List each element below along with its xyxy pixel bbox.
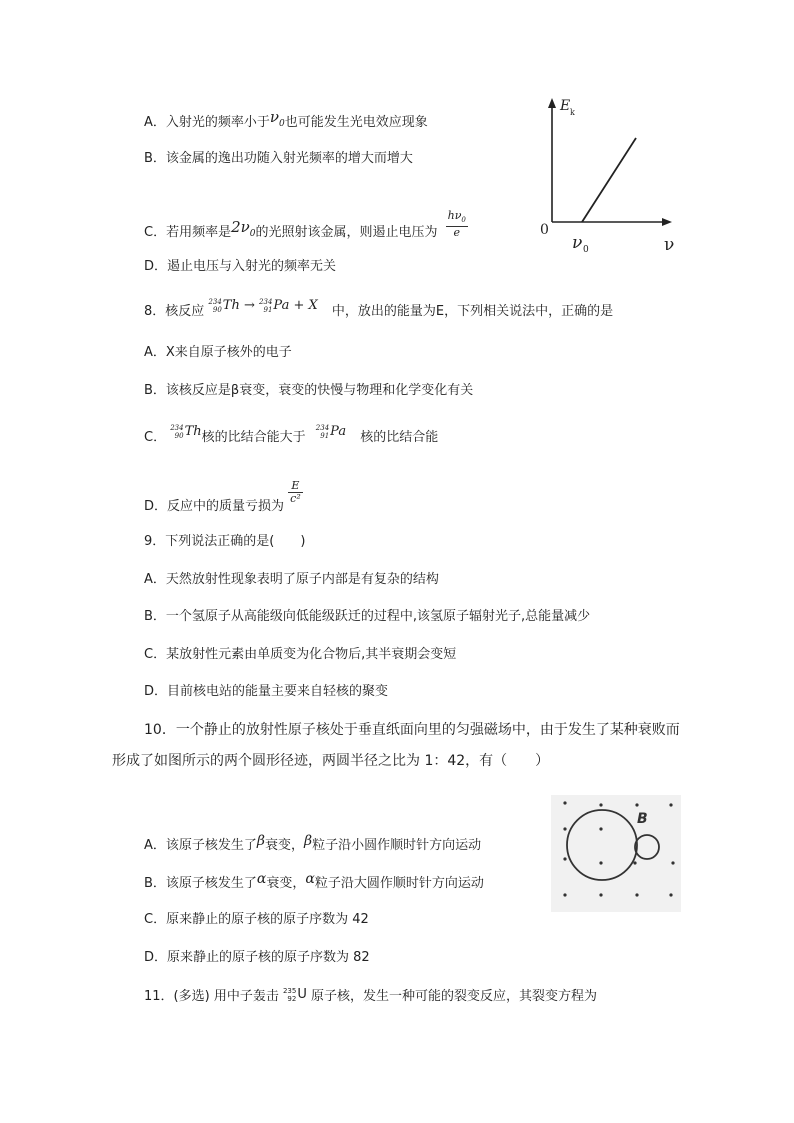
q7-option-d: D．遏止电压与入射光的频率无关 bbox=[144, 259, 337, 274]
y-label-sub: k bbox=[570, 108, 575, 117]
large-circle-track bbox=[567, 810, 637, 880]
q8-stem: 8．核反应 234 90 Th → 234 91 Pa + X 中，放出的能量为E，下列相关说法中，正确的是 bbox=[144, 297, 614, 319]
q10-stem-line1: 10．一个静止的放射性原子核处于垂直纸面向里的匀强磁场中，由于发生了某种衰败而 bbox=[144, 722, 680, 738]
x-axis-arrow bbox=[662, 218, 672, 226]
q8-option-b: B．该核反应是β衰变，衰变的快慢与物理和化学变化有关 bbox=[144, 383, 474, 398]
field-label: B bbox=[637, 811, 648, 827]
y-label: E bbox=[560, 98, 571, 114]
q10-option-b: B．该原子核发生了α衰变，α粒子沿大圆作顺时针方向运动 bbox=[144, 871, 484, 891]
q8-option-d: D．反应中的质量亏损为 $\frac{E}{\text{c²}}$ bbox=[144, 479, 301, 514]
q9-option-d: D．目前核电站的能量主要来自轻核的聚变 bbox=[144, 684, 389, 699]
q8-option-c: C． 234 90 Th核的比结合能大于 234 91 Pa 核的比结合能 bbox=[144, 423, 439, 445]
q10-option-a: A．该原子核发生了β衰变，β粒子沿小圆作顺时针方向运动 bbox=[144, 833, 482, 853]
q10-stem-line2: 形成了如图所示的两个圆形径迹，两圆半径之比为 1：42，有（ ） bbox=[112, 753, 550, 769]
q9-stem: 9．下列说法正确的是( ) bbox=[144, 534, 306, 549]
q9-option-c: C．某放射性元素由单质变为化合物后,其半衰期会变短 bbox=[144, 647, 457, 662]
mass-defect-fraction: $\frac{E}{\text{c²}}$ bbox=[290, 479, 301, 505]
q10-option-c: C．原来静止的原子核的原子序数为 42 bbox=[144, 912, 369, 927]
small-circle-track bbox=[635, 835, 659, 859]
q10-option-d: D．原来静止的原子核的原子序数为 82 bbox=[144, 950, 370, 965]
q7-option-b: B．该金属的逸出功随入射光频率的增大而增大 bbox=[144, 151, 413, 166]
ek-frequency-graph bbox=[536, 94, 686, 264]
origin-label: 0 bbox=[540, 222, 549, 238]
q11-stem: 11．(多选) 用中子轰击 235 92 U 原子核，发生一种可能的裂变反应，其裂变方程为 bbox=[144, 986, 598, 1004]
q9-option-a: A．天然放射性现象表明了原子内部是有复杂的结构 bbox=[144, 572, 439, 587]
stopping-voltage-fraction: $\frac{h\nu_0}{e}$ bbox=[447, 209, 466, 240]
circular-tracks-diagram bbox=[551, 795, 681, 912]
q8-option-a: A．X来自原子核外的电子 bbox=[144, 345, 292, 360]
q7-option-c: C．若用频率是$2\nu_0$的光照射该金属，则遏止电压为 $\frac{h\nu_0}{e}$ bbox=[144, 209, 466, 241]
nu0-label: ν bbox=[572, 233, 583, 253]
q9-option-b: B．一个氢原子从高能级向低能级跃迁的过程中,该氢原子辐射光子,总能量减少 bbox=[144, 609, 591, 624]
q7-option-a: A．入射光的频率小于$\nu_0$也可能发生光电效应现象 bbox=[144, 108, 428, 130]
magnetic-field-figure bbox=[551, 795, 681, 912]
th-nuclide: 234 90 Th → 234 91 Pa + X bbox=[208, 297, 318, 314]
x-label: ν bbox=[664, 235, 675, 255]
ek-line bbox=[582, 138, 636, 222]
nu0-sub: 0 bbox=[583, 245, 589, 255]
y-axis-arrow bbox=[548, 98, 556, 108]
